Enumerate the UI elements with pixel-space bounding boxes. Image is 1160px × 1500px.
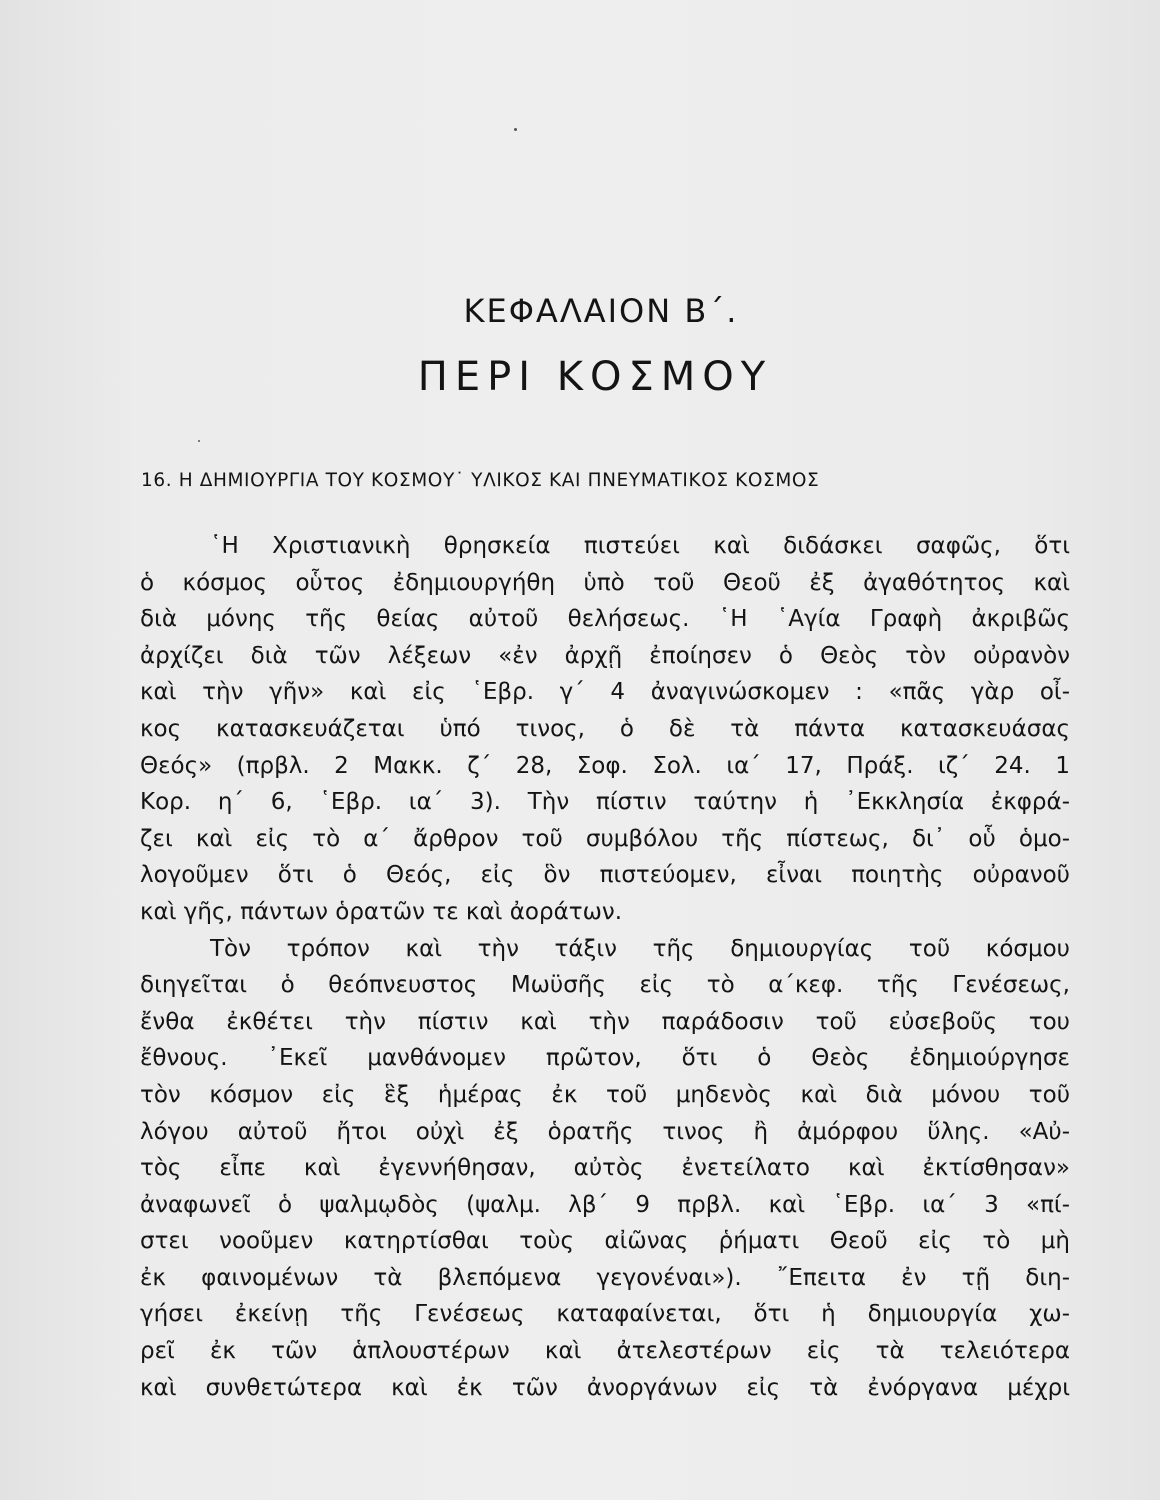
- text-line: κος κατασκευάζεται ὑπό τινος, ὁ δὲ τὰ πάντα κατασκευάσας: [140, 715, 1070, 742]
- text-line: τὸς εἶπε καὶ ἐγεννήθησαν, αὐτὸς ἐνετείλατο καὶ ἐκτίσθησαν»: [140, 1155, 1070, 1182]
- text-line: λογοῦμεν ὅτι ὁ Θεός, εἰς ὃν πιστεύομεν, εἶναι ποιητὴς οὐρανοῦ: [140, 862, 1070, 889]
- text-line: στει νοοῦμεν κατηρτίσθαι τοὺς αἰῶνας ῥήματι Θεοῦ εἰς τὸ μὴ: [140, 1228, 1070, 1255]
- ink-speck: [198, 440, 200, 442]
- text-line: Τὸν τρόπον καὶ τὴν τάξιν τῆς δημιουργίας τοῦ κόσμου: [210, 935, 1070, 962]
- text-line: διηγεῖται ὁ θεόπνευστος Μωϋσῆς εἰς τὸ α΄κεφ. τῆς Γενέσεως,: [140, 972, 1070, 999]
- text-line: ἀρχίζει διὰ τῶν λέξεων «ἐν ἀρχῇ ἐποίησεν ὁ Θεὸς τὸν οὐρανὸν: [140, 642, 1070, 669]
- text-line: ὁ κόσμος οὗτος ἐδημιουργήθη ὑπὸ τοῦ Θεοῦ ἐξ ἀγαθότητος καὶ: [140, 569, 1070, 596]
- paragraph: [140, 528, 1070, 931]
- text-line: λόγου αὐτοῦ ἤτοι οὐχὶ ἐξ ὁρατῆς τινος ἢ ἀμόρφου ὕλης. «Αὐ-: [140, 1118, 1070, 1145]
- text-line: καὶ γῆς, πάντων ὁρατῶν τε καὶ ἀοράτων.: [140, 898, 623, 925]
- text-line: ἔνθα ἐκθέτει τὴν πίστιν καὶ τὴν παράδοσιν τοῦ εὐσεβοῦς του: [140, 1008, 1070, 1035]
- text-line: ἔθνους. ᾿Εκεῖ μανθάνομεν πρῶτον, ὅτι ὁ Θεὸς ἐδημιούργησε: [140, 1045, 1070, 1072]
- text-line: καὶ τὴν γῆν» καὶ εἰς ῾Εβρ. γ΄ 4 ἀναγινώσκομεν : «πᾶς γὰρ οἶ-: [140, 679, 1070, 706]
- text-line: διὰ μόνης τῆς θείας αὐτοῦ θελήσεως. ῾Η ῾Αγία Γραφὴ ἀκριβῶς: [140, 606, 1070, 633]
- text-line: τὸν κόσμον εἰς ἓξ ἡμέρας ἐκ τοῦ μηδενὸς καὶ διὰ μόνου τοῦ: [140, 1081, 1070, 1108]
- section-heading: 16. Η ΔΗΜΙΟΥΡΓΙΑ ΤΟΥ ΚΟΣΜΟΥ˙ ΥΛΙΚΟΣ ΚΑΙ ΠΝΕΥΜΑΤΙΚΟΣ ΚΟΣΜΟΣ: [141, 470, 820, 491]
- body-text: [140, 528, 1070, 1406]
- text-line: ἀναφωνεῖ ὁ ψαλμῳδὸς (ψαλμ. λβ΄ 9 πρβλ. καὶ ῾Εβρ. ια΄ 3 «πί-: [140, 1191, 1070, 1218]
- text-line: ἐκ φαινομένων τὰ βλεπόμενα γεγονέναι»). ῎Επειτα ἐν τῇ διη-: [140, 1264, 1070, 1291]
- ink-speck: [514, 128, 517, 131]
- text-line: ζει καὶ εἰς τὸ α΄ ἄρθρον τοῦ συμβόλου τῆς πίστεως, δι᾿ οὗ ὁμο-: [140, 825, 1070, 852]
- chapter-label: ΚΕΦΑΛΑΙΟΝ Β΄.: [463, 292, 739, 330]
- text-line: ῾Η Χριστιανικὴ θρησκεία πιστεύει καὶ διδάσκει σαφῶς, ὅτι: [210, 533, 1070, 559]
- text-line: καὶ συνθετώτερα καὶ ἐκ τῶν ἀνοργάνων εἰς τὰ ἐνόργανα μέχρι: [140, 1374, 1070, 1401]
- chapter-title: ΠΕΡΙ ΚΟΣΜΟΥ: [417, 354, 773, 400]
- text-line: Κορ. η΄ 6, ῾Εβρ. ια΄ 3). Τὴν πίστιν ταύτην ἡ ᾿Εκκλησία ἐκφρά-: [140, 789, 1070, 816]
- paragraph: [140, 931, 1070, 1407]
- text-line: γήσει ἐκείνῃ τῆς Γενέσεως καταφαίνεται, ὅτι ἡ δημιουργία χω-: [140, 1301, 1070, 1328]
- text-line: ρεῖ ἐκ τῶν ἁπλουστέρων καὶ ἀτελεστέρων εἰς τὰ τελειότερα: [140, 1338, 1070, 1365]
- text-line: Θεός» (πρβλ. 2 Μακκ. ζ΄ 28, Σοφ. Σολ. ια΄ 17, Πράξ. ιζ΄ 24. 1: [140, 752, 1070, 779]
